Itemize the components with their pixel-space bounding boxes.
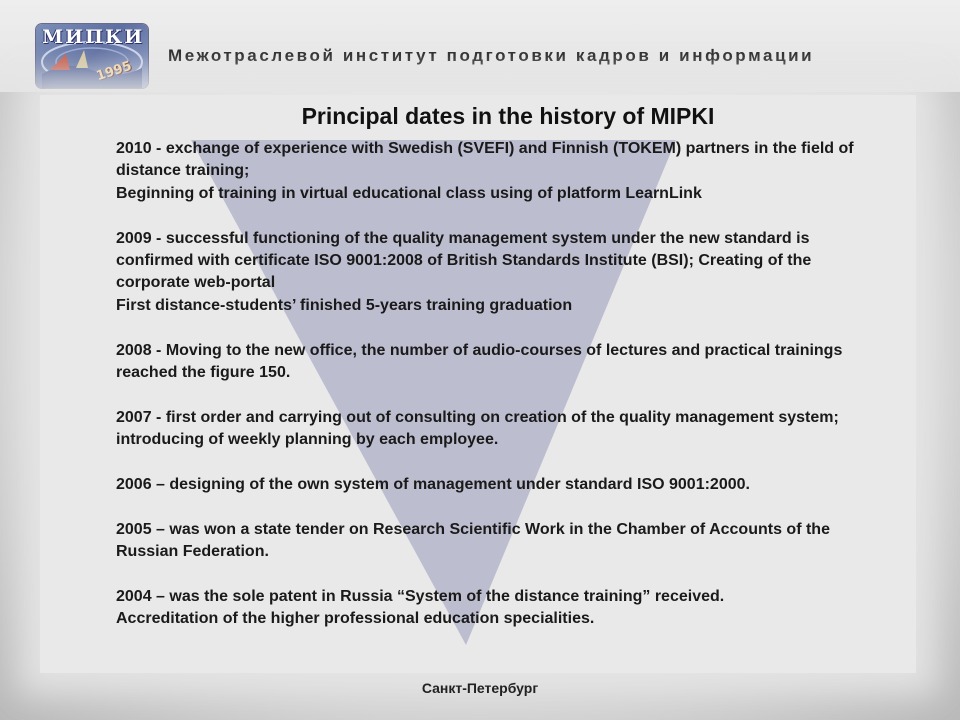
history-entry bbox=[116, 474, 876, 496]
history-entry-line: Accreditation of the higher professional education specialities. bbox=[116, 610, 595, 628]
history-entry bbox=[116, 228, 876, 318]
history-entry bbox=[116, 407, 876, 452]
history-entry-line: 2010 - exchange of experience with Swedish (SVEFI) and Finnish (TOKEM) partners in the field of distance training; bbox=[116, 140, 854, 180]
history-entry-line: First distance-students’ finished 5-years training graduation bbox=[116, 296, 573, 314]
page-title: Principal dates in the history of MIPKI bbox=[301, 103, 715, 129]
history-entry-line: 2007 - first order and carrying out of consulting on creation of the quality management system; introducing of weekly planning by each employee. bbox=[116, 408, 839, 449]
history-entry-line: 2005 – was won a state tender on Research Scientific Work in the Chamber of Accounts of the Russian Federation. bbox=[116, 520, 830, 561]
institute-name: Межотраслевой институт подготовки кадров и информации bbox=[168, 46, 815, 65]
history-entry-line: 2006 – designing of the own system of management under standard ISO 9001:2000. bbox=[116, 476, 750, 494]
history-entry bbox=[116, 138, 876, 205]
history-entry bbox=[116, 340, 876, 385]
history-entry bbox=[116, 586, 876, 631]
history-entry bbox=[116, 519, 876, 564]
logo-text: МИПКИ bbox=[42, 26, 145, 48]
history-entries bbox=[116, 138, 876, 653]
history-entry-line: 2004 – was the sole patent in Russia “System of the distance training” received. bbox=[116, 588, 725, 606]
history-entry-line: 2008 - Moving to the new office, the number of audio-courses of lectures and practical trainings reached the figure 150. bbox=[116, 341, 843, 382]
history-entry-line: Beginning of training in virtual educational class using of platform LearnLink bbox=[116, 184, 702, 202]
history-entry-line: 2009 - successful functioning of the quality management system under the new standard is confirmed with certificate ISO 9001:2008 of British Standards Institute (BSI); Creating of the corporate web-portal bbox=[116, 229, 812, 292]
footer-city: Санкт-Петербург bbox=[421, 680, 539, 696]
logo-year: 1995 bbox=[94, 58, 134, 85]
